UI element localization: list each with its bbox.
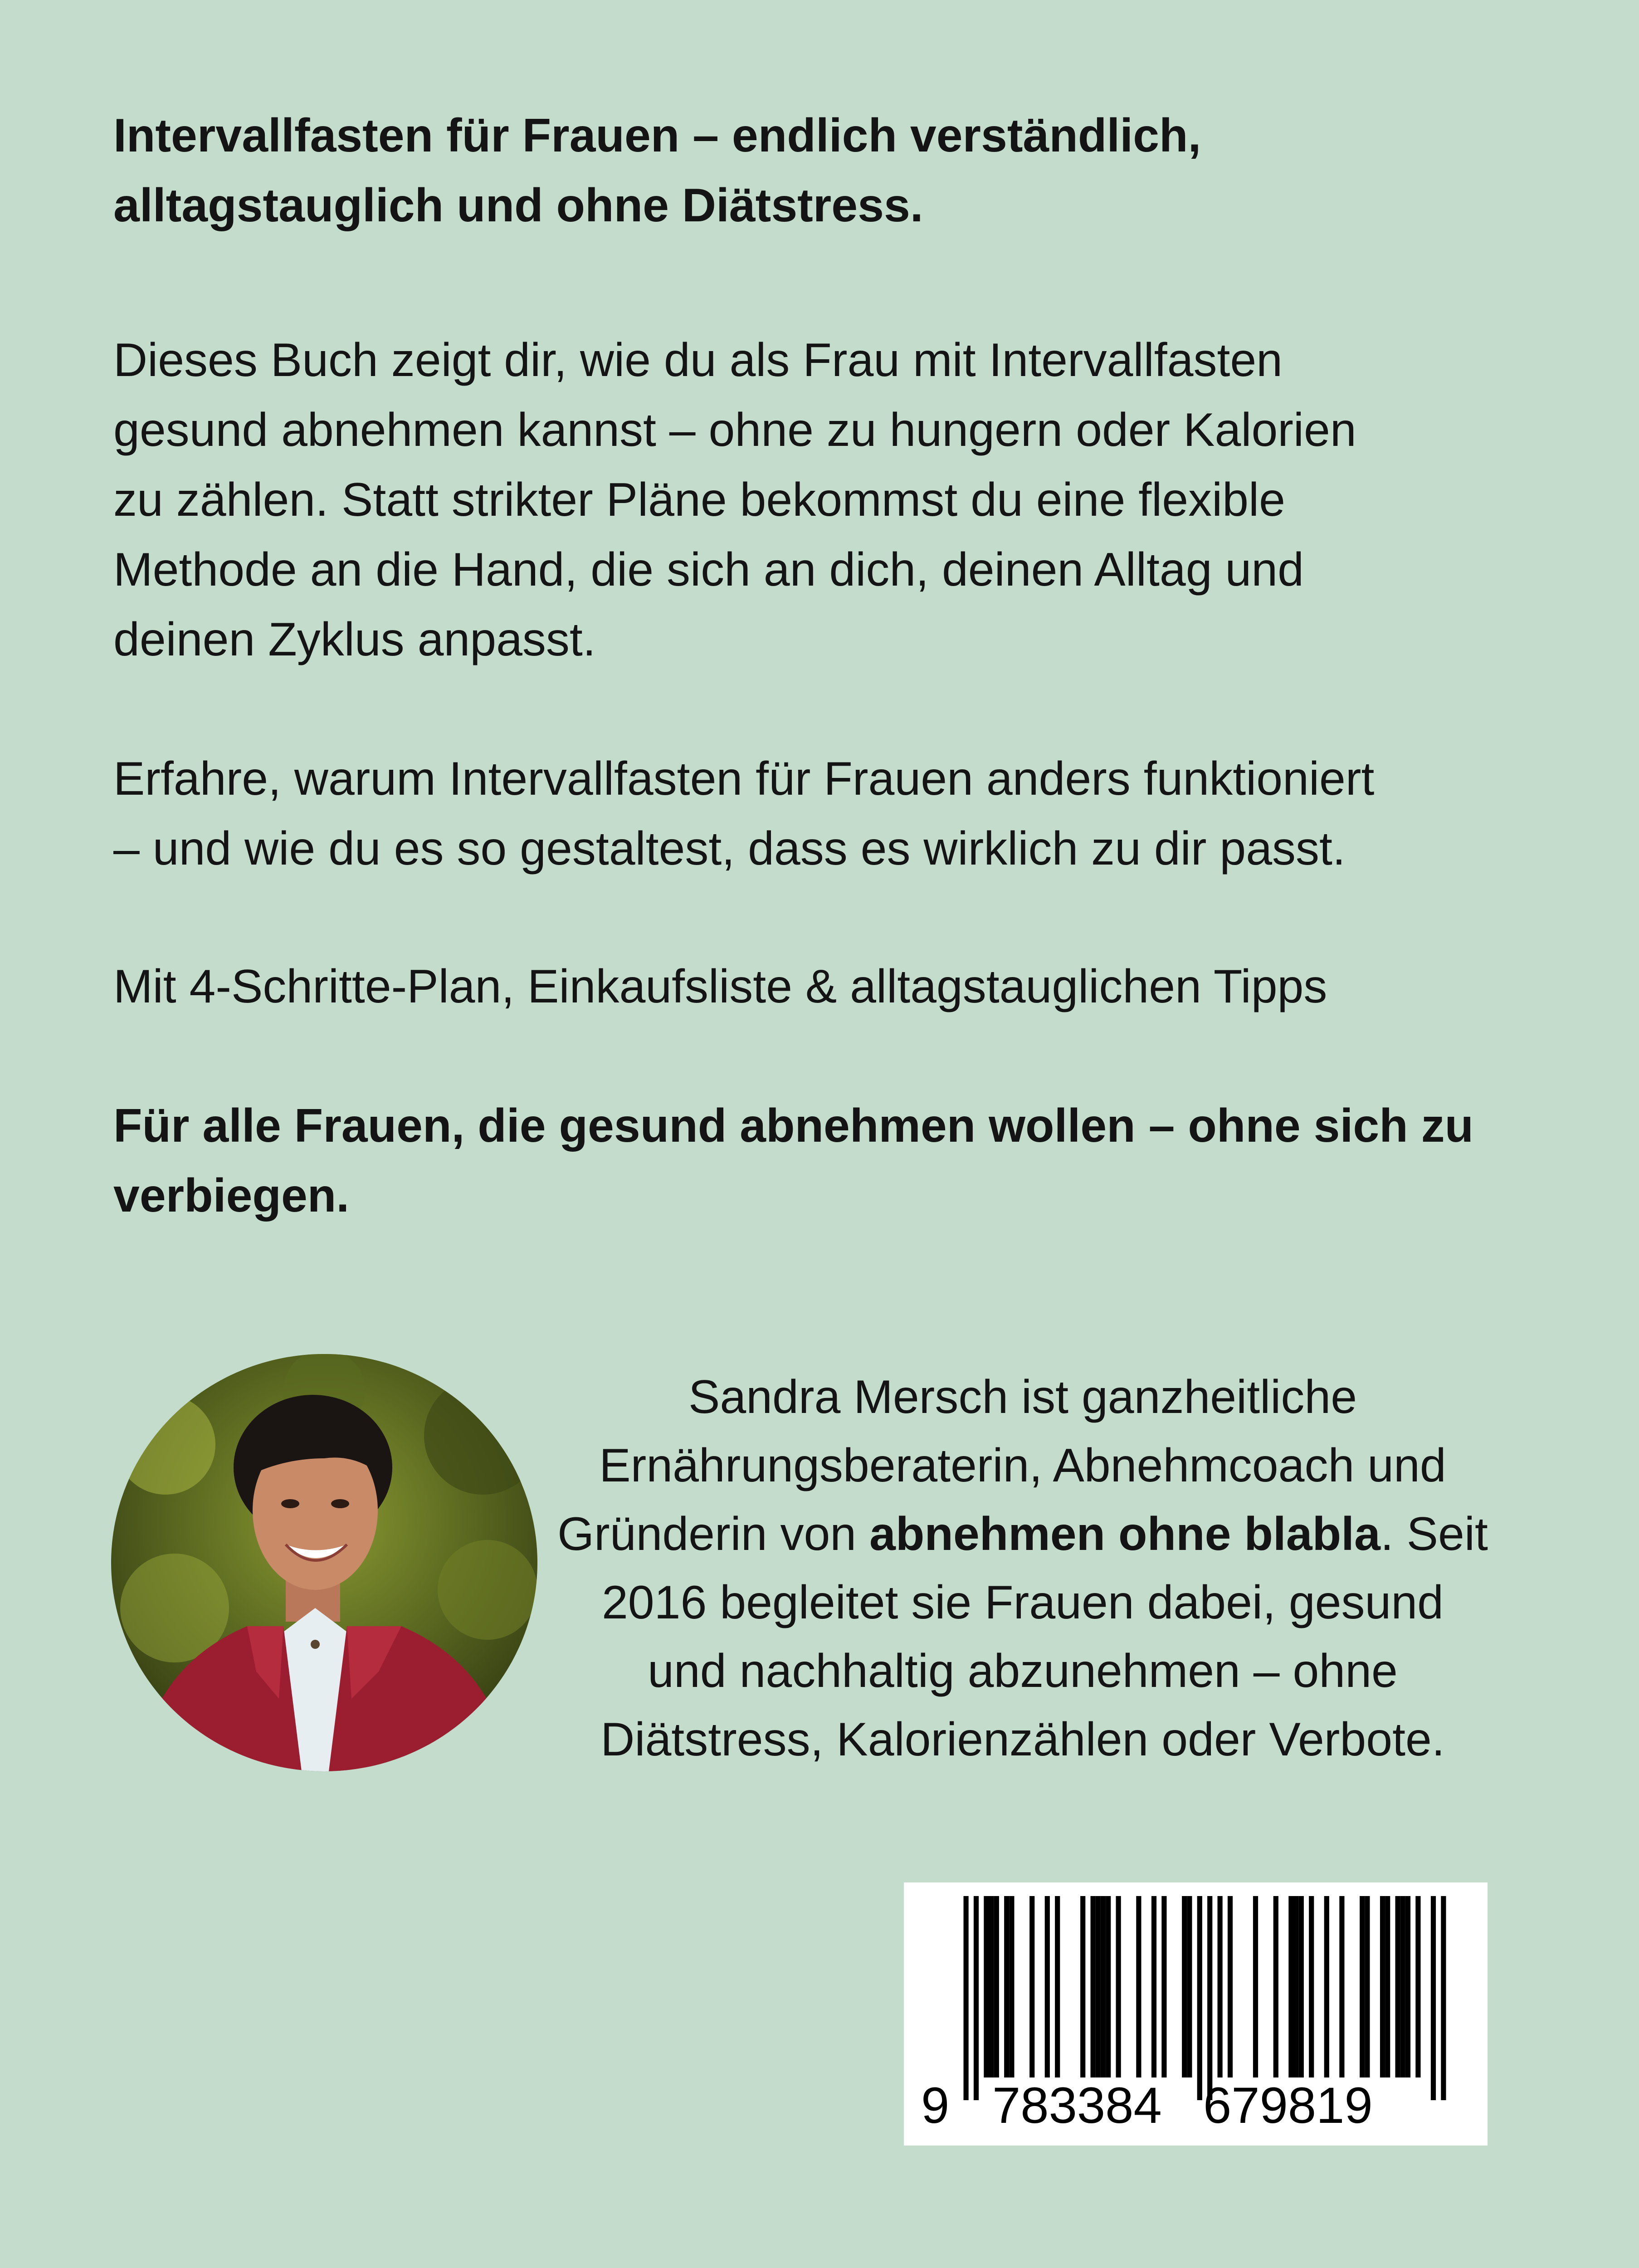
barcode-bar [1395, 1896, 1400, 2077]
author-photo [111, 1354, 537, 1771]
isbn-barcode [904, 1882, 1488, 2146]
closing-line: verbiegen. [113, 1169, 350, 1222]
barcode-bar [1207, 1896, 1212, 2100]
barcode-bar [1380, 1896, 1385, 2077]
barcode-bar [1045, 1896, 1050, 2077]
barcode-graphic [904, 1882, 1488, 2146]
barcode-bar [1339, 1896, 1344, 2077]
barcode-bar [1182, 1896, 1187, 2077]
barcode-bar [1106, 1896, 1111, 2077]
barcode-bar [1161, 1896, 1166, 2077]
barcode-bar [1273, 1896, 1278, 2077]
barcode-bars [964, 1896, 1446, 2100]
barcode-bar [994, 1896, 999, 2077]
barcode-bar [1080, 1896, 1085, 2077]
barcode-bar [1365, 1896, 1370, 2077]
author-bio [553, 1363, 1492, 1774]
barcode-bar [989, 1896, 994, 2077]
barcode-bar [1385, 1896, 1390, 2077]
barcode-bar [1431, 1896, 1436, 2100]
bio-line: 2016 begleitet sie Frauen dabei, gesund [601, 1576, 1444, 1629]
barcode-bar [964, 1896, 969, 2100]
bio-text: Gründerin von [557, 1508, 870, 1560]
closing-statement [113, 1091, 1542, 1231]
intro-line: gesund abnehmen kannst – ohne zu hungern oder Kalorien [113, 404, 1356, 456]
barcode-bar [984, 1896, 989, 2077]
plan-line [113, 952, 1542, 1022]
barcode-bar [1101, 1896, 1106, 2077]
intro-paragraph [113, 325, 1542, 675]
plan-text: Mit 4-Schritte-Plan, Einkaufsliste & alltagstauglichen Tipps [113, 960, 1327, 1013]
intro-line: Methode an die Hand, die sich an dich, deinen Alltag und [113, 543, 1304, 596]
erfahre-line: Erfahre, warum Intervallfasten für Frauen anders funktioniert [113, 753, 1375, 805]
brand-name: abnehmen ohne blabla [869, 1508, 1380, 1560]
barcode-bar [974, 1896, 979, 2100]
intro-line: zu zählen. Statt strikter Pläne bekommst du eine flexible [113, 474, 1285, 526]
headline-line: alltagstauglich und ohne Diätstress. [113, 179, 923, 232]
barcode-digits-right: 679819 [1203, 2077, 1373, 2134]
barcode-bar [1116, 1896, 1121, 2077]
barcode-bar [1294, 1896, 1299, 2077]
barcode-bar [1136, 1896, 1141, 2077]
bio-line: Sandra Mersch ist ganzheitliche [688, 1371, 1357, 1423]
barcode-digits-left: 783384 [992, 2077, 1162, 2134]
barcode-bar [1415, 1896, 1420, 2077]
barcode-bar [1299, 1896, 1304, 2077]
bio-line: und nachhaltig abzunehmen – ohne [648, 1645, 1398, 1697]
bio-line: Ernährungsberaterin, Abnehmcoach und [599, 1439, 1446, 1492]
headline [113, 101, 1542, 240]
barcode-bar [1288, 1896, 1293, 2077]
headline-line: Intervallfasten für Frauen – endlich verständlich, [113, 109, 1201, 162]
erfahre-line: – und wie du es so gestaltest, dass es wirklich zu dir passt. [113, 822, 1346, 875]
barcode-bar [1400, 1896, 1405, 2077]
intro-line: Dieses Buch zeigt dir, wie du als Frau mit Intervallfasten [113, 334, 1283, 386]
barcode-digit-first: 9 [921, 2077, 950, 2134]
barcode-bar [1360, 1896, 1365, 2077]
barcode-bar [1009, 1896, 1014, 2077]
barcode-bar [1197, 1896, 1202, 2100]
barcode-bar [1253, 1896, 1258, 2077]
bio-text: . Seit [1380, 1508, 1488, 1560]
bio-line: Diätstress, Kalorienzählen oder Verbote. [600, 1713, 1445, 1766]
barcode-bar [1029, 1896, 1034, 2077]
barcode-bar [1096, 1896, 1101, 2077]
barcode-bar [1405, 1896, 1410, 2077]
author-portrait-illustration [111, 1354, 537, 1771]
barcode-bar [1055, 1896, 1060, 2077]
barcode-bar [1309, 1896, 1314, 2077]
barcode-bar [1004, 1896, 1009, 2077]
closing-line: Für alle Frauen, die gesund abnehmen wollen – ohne sich zu [113, 1100, 1474, 1152]
bio-line [553, 1500, 1492, 1569]
barcode-bar [1218, 1896, 1223, 2077]
barcode-bar [1151, 1896, 1156, 2077]
barcode-bar [1091, 1896, 1096, 2077]
barcode-bar [1441, 1896, 1446, 2100]
barcode-bar [1228, 1896, 1233, 2077]
barcode-bar [1187, 1896, 1192, 2077]
erfahre-paragraph [113, 744, 1542, 884]
intro-line: deinen Zyklus anpasst. [113, 613, 596, 666]
barcode-bar [1324, 1896, 1329, 2077]
